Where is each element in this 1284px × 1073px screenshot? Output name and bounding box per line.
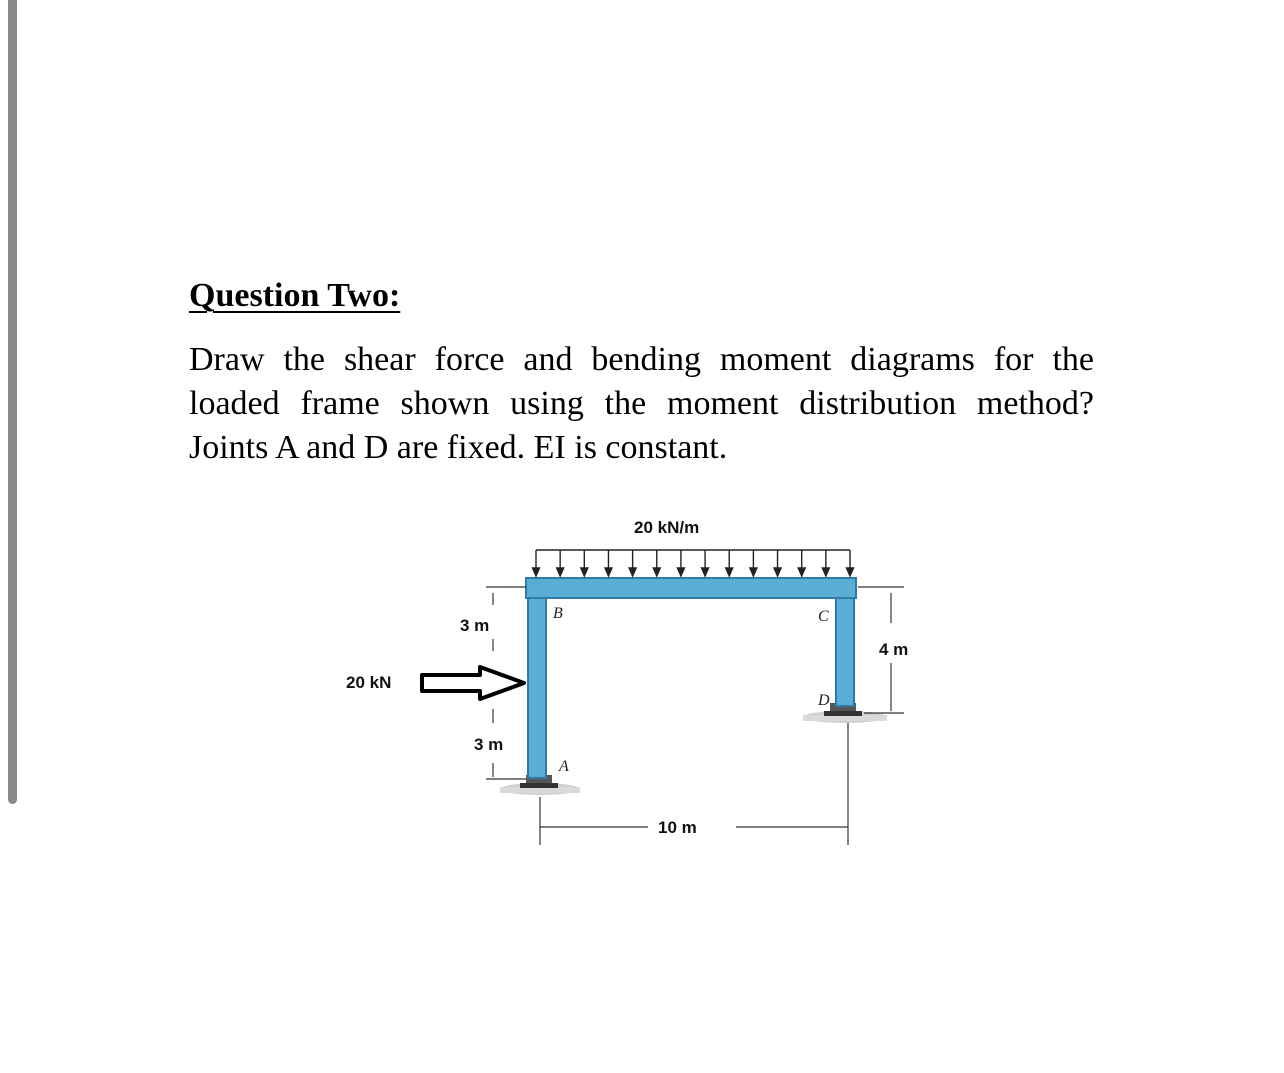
udl-arrow-head <box>533 568 540 576</box>
udl-arrow-head <box>581 568 588 576</box>
scrollbar[interactable] <box>8 0 17 804</box>
udl-arrow-head <box>629 568 636 576</box>
beam-bc <box>526 578 856 598</box>
udl-arrow-head <box>702 568 709 576</box>
udl-arrow-head <box>726 568 733 576</box>
point-load-label: 20 kN <box>346 673 392 692</box>
distributed-load-label: 20 kN/m <box>634 518 700 537</box>
joint-d-label: D <box>818 692 830 709</box>
udl-arrow-head <box>798 568 805 576</box>
udl-arrow-head <box>750 568 757 576</box>
udl-arrow-head <box>822 568 829 576</box>
udl-arrow-head <box>653 568 660 576</box>
point-load-arrow <box>422 667 524 699</box>
column-ab <box>528 580 546 778</box>
udl-arrow-head <box>605 568 612 576</box>
distributed-load <box>533 550 854 576</box>
dim-right-label: 4 m <box>879 640 909 659</box>
dim-upper-left-label: 3 m <box>460 616 490 635</box>
joint-b-label: B <box>553 605 563 622</box>
joint-a-label: A <box>559 758 569 775</box>
udl-arrow-head <box>847 568 854 576</box>
question-body: Draw the shear force and bending moment diagrams for the loaded frame shown using the moment distribution method? Joints A and D are fixed. EI is constant. <box>189 341 1094 466</box>
udl-arrow-head <box>677 568 684 576</box>
dim-lower-left-label: 3 m <box>474 735 504 754</box>
udl-arrow-head <box>774 568 781 576</box>
dim-span-label: 10 m <box>658 818 697 837</box>
joint-c-label: C <box>818 608 829 625</box>
udl-arrow-head <box>557 568 564 576</box>
frame-diagram <box>330 505 910 855</box>
question-title: Question Two: <box>189 277 401 314</box>
